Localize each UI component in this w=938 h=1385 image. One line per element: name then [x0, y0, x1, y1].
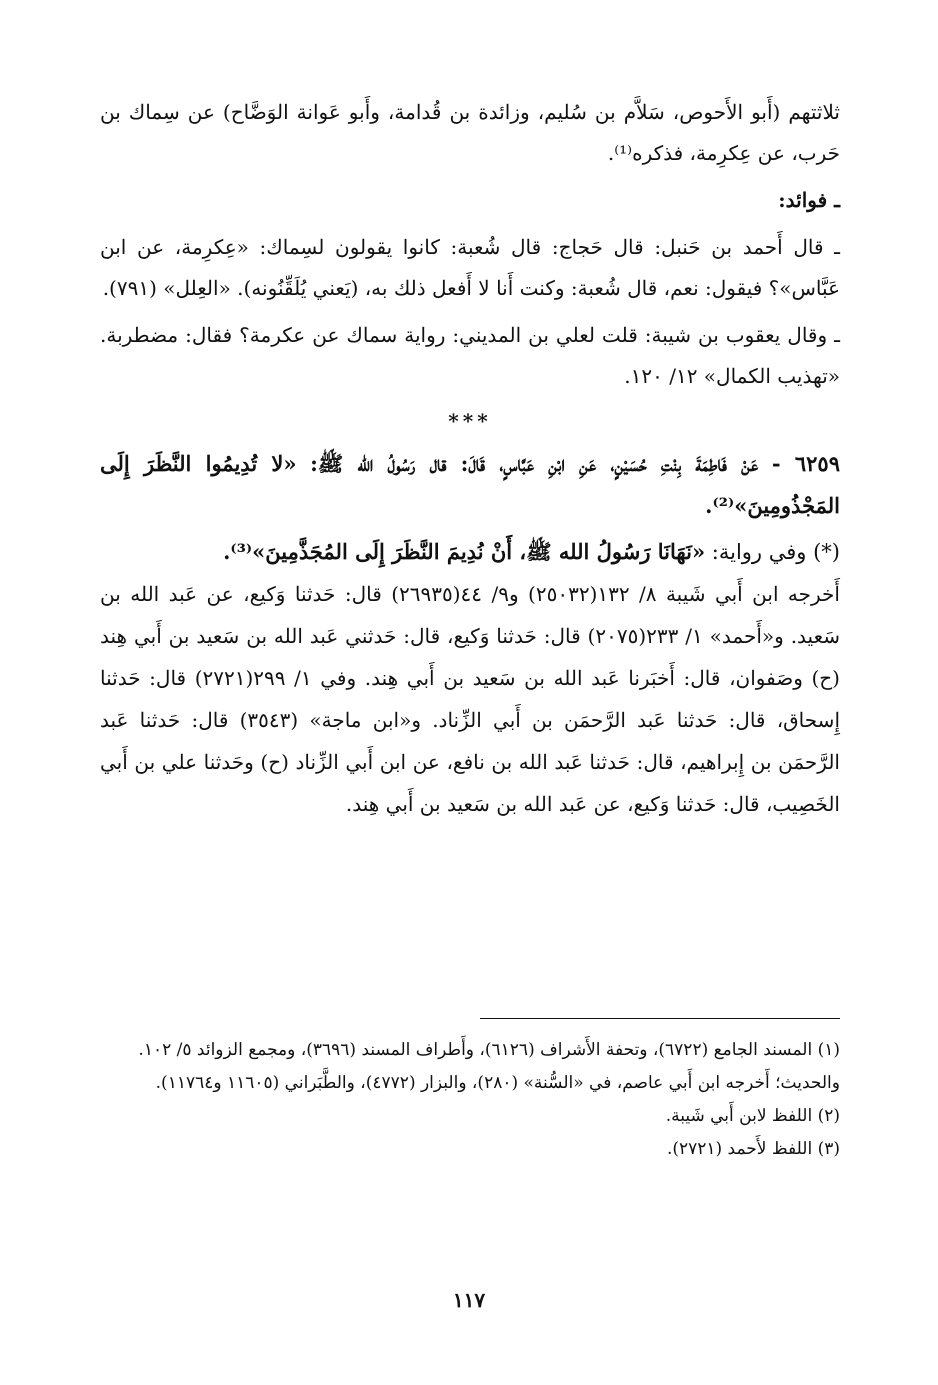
footnote-2: (٢) اللفظ لابن أَبي شَيبة.: [665, 1106, 840, 1126]
benefits-heading: ـ فوائد:: [778, 188, 840, 212]
footnote-1: (١) المسند الجامع (٦٧٢٢)، وتحفة الأَشراف (٦١٢٦)، وأَطراف المسند (٣٦٩٦)، ومجمع الزوائد ٥/ ١٠٢.: [138, 1040, 840, 1060]
page-number: ١١٧: [452, 1288, 486, 1312]
takhrij-paragraph: أَخرجه ابن أَبي شَيبة ٨/ ١٣٢(٢٥٠٣٢) و٩/ ٤٤(٢٦٩٣٥) قال: حَدثنا وَكيع، عن عَبد الله بن سَعيد. و«أَحمد» ١/ ٢٣٣(٢٠٧٥) قال: حَدثنا وَكيع، قال: حَدثني عَبد الله بن سَعيد بن أَبي هِند (ح) وصَفوان، قال: أَخبَرنا عَبد الله بن سَعيد بن أَبي هِند. وفي ١/ ٢٩٩(٢٧٢١) قال: حَدثنا إِسحاق، قال: حَدثنا عَبد الرَّحمَن بن أَبي الزِّناد. و«ابن ماجة» (٣٥٤٣) قال: حَدثنا عَبد الرَّحمَن بن إِبراهيم، قال: حَدثنا عَبد الله بن نافع، عن ابن أَبي الزِّناد (ح) وحَدثنا علي بن أَبي الخَصِيب، قال: حَدثنا وَكيع، عن عَبد الله بن سَعيد بن أَبي هِند.: [100, 582, 840, 816]
variant-text: «نَهَانَا رَسُولُ الله ﷺ، أَنْ نُدِيمَ النَّظَرَ إِلَى المُجَذَّمِينَ»⁽³⁾.: [223, 539, 706, 564]
variant-narration: [100, 531, 840, 573]
hadith-entry: [100, 443, 840, 527]
variant-label: وفي رواية:: [711, 540, 807, 564]
footnote-3: (٣) اللفظ لأَحمد (٢٧٢١).: [666, 1139, 840, 1159]
footnote-divider: [480, 1018, 840, 1019]
hadith-number: ٦٢٥٩ -: [771, 451, 840, 476]
hadith-isnad: عَنْ فَاطِمَةَ بِنْتِ حُسَيْنٍ، عَنِ ابْنِ عَبَّاسٍ، قَالَ: قال رَسُولُ الله ﷺ:: [310, 451, 759, 476]
main-text-block: [100, 92, 840, 825]
intro-section: [100, 92, 840, 397]
hadith-matn: «لا تُدِيمُوا النَّظَرَ إِلَى المَجْذُومِينَ»⁽²⁾.: [100, 451, 840, 518]
benefit-item-2: ـ وقال يعقوب بن شيبة: قلت لعلي بن المديني: رواية سماك عن عكرمة؟ فقال: مضطربة. «تهذيب الكمال» ١٢/ ١٢٠.: [100, 323, 840, 388]
takhrij-section: [100, 573, 840, 825]
footnote-1-continuation: والحديث؛ أَخرجه ابن أَبي عاصم، في «السُّنة» (٢٨٠)، والبزار (٤٧٧٢)، والطَّبَراني (١١٦٠٥ و١١٧٦٤).: [155, 1073, 840, 1093]
section-separator: ***: [448, 409, 492, 433]
intro-paragraph: ثلاثتهم (أَبو الأَحوص، سَلاَّم بن سُليم، وزائدة بن قُدامة، وأَبو عَوانة الوَضَّاح) عن سِماك بن حَرب، عن عِكرِمة، فذكره⁽¹⁾.: [100, 100, 840, 165]
variant-marker: (*): [813, 540, 840, 564]
benefit-item-1: ـ قال أَحمد بن حَنبل: قال حَجاج: قال شُعبة: كانوا يقولون لسِماك: «عِكرِمة، عن ابن عَبَّاس»؟ فيقول: نعم، قال شُعبة: وكنت أَنا لا أَفعل ذلك به، (يَعني يُلَقِّنُونه). «العِلل» (٧٩١).: [100, 235, 840, 300]
footnotes-section: [100, 1034, 840, 1166]
